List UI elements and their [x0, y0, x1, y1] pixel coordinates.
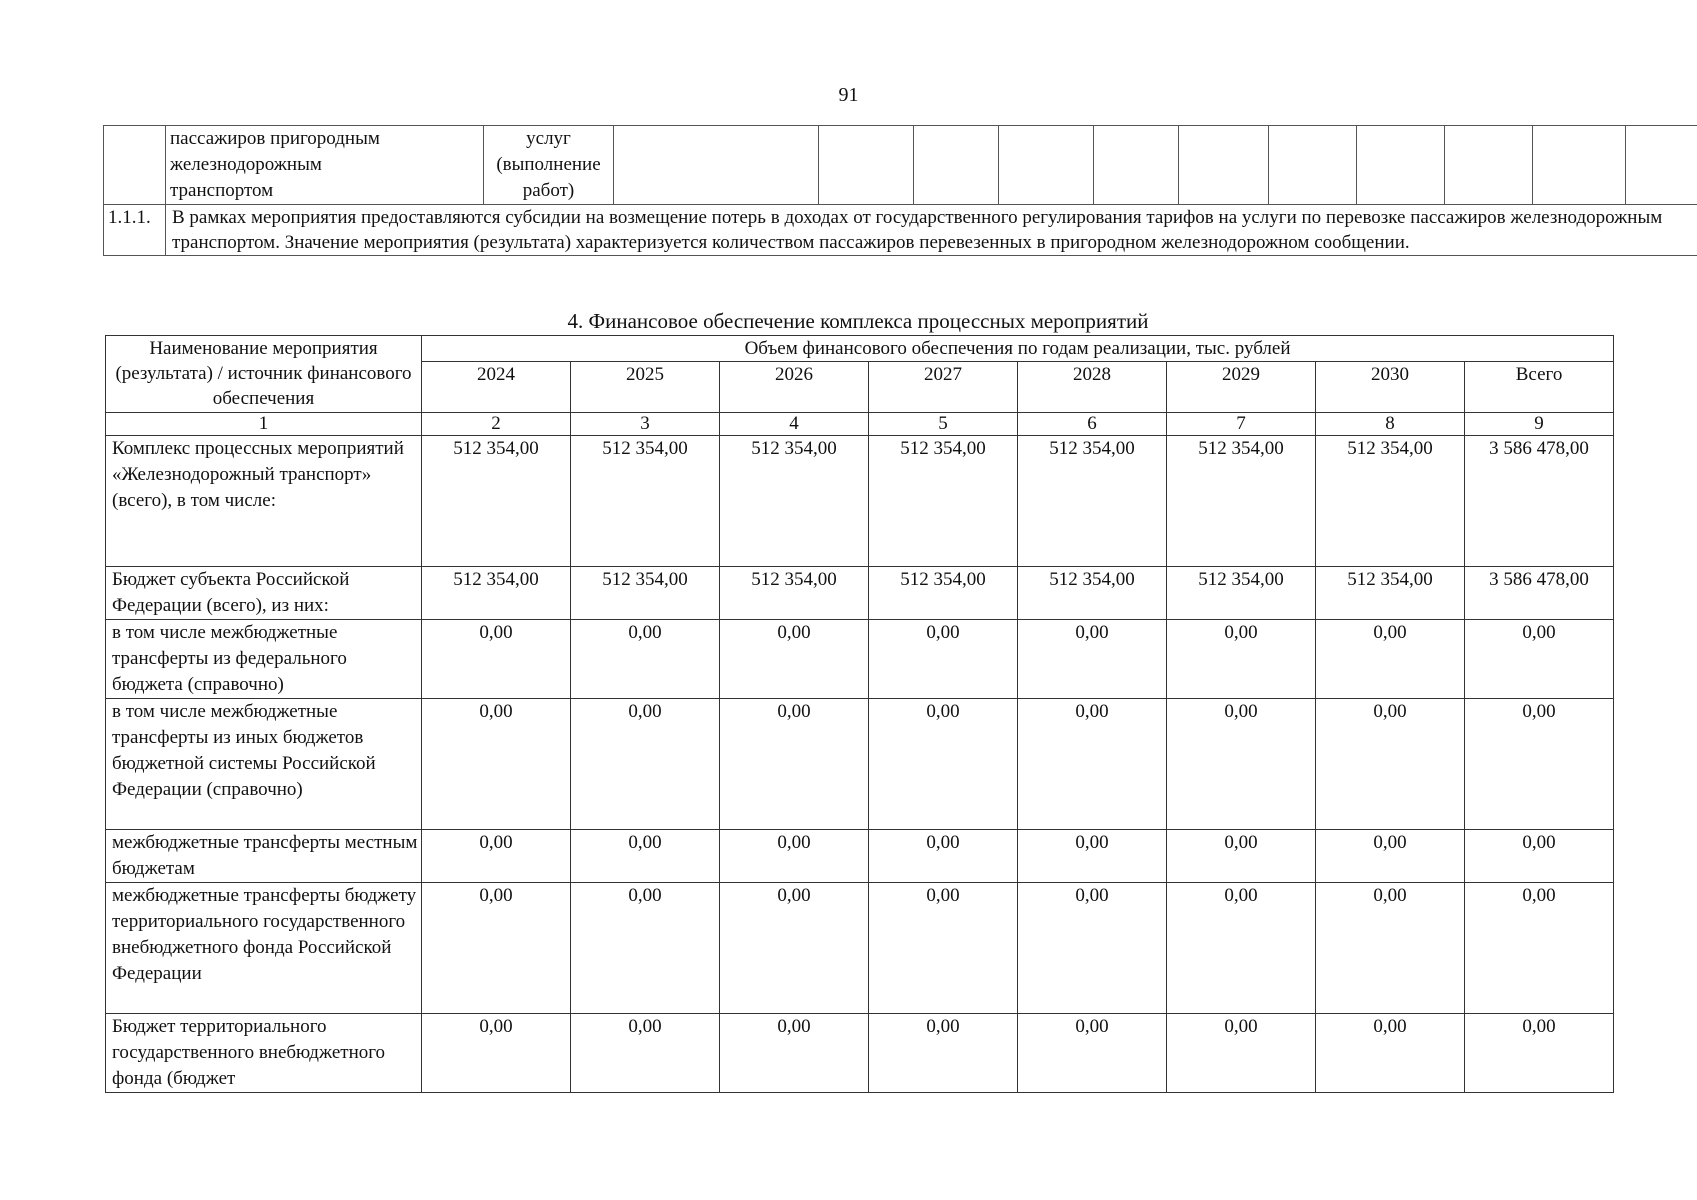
value-cell: 0,00	[1018, 1014, 1167, 1093]
value-cell: 0,00	[422, 883, 571, 1014]
value-cell: 0,00	[1316, 883, 1465, 1014]
table-row	[106, 830, 1614, 883]
value-cell: 0,00	[1316, 699, 1465, 830]
value-cell: 0,00	[422, 1014, 571, 1093]
year-header: 2024	[422, 362, 571, 413]
value-cell: 0,00	[571, 699, 720, 830]
unit-line: услуг	[526, 128, 571, 149]
value-cell: 512 354,00	[869, 567, 1018, 620]
column-number: 9	[1465, 413, 1614, 436]
section-title: 4. Финансовое обеспечение комплекса процессных мероприятий	[567, 309, 1149, 333]
year-header: 2027	[869, 362, 1018, 413]
row-name: Бюджет территориального государственного внебюджетного фонда (бюджет	[106, 1014, 422, 1093]
value-cell: 512 354,00	[720, 567, 869, 620]
value-cell: 512 354,00	[1316, 567, 1465, 620]
value-cell: 512 354,00	[1167, 567, 1316, 620]
row-name: межбюджетные трансферты бюджету территориального государственного внебюджетного фонда Российской Федерации	[106, 883, 422, 1014]
total-cell: 0,00	[1465, 699, 1614, 830]
value-cell: 0,00	[422, 699, 571, 830]
value-cell: 512 354,00	[1167, 436, 1316, 567]
note-text: В рамках мероприятия предоставляются субсидии на возмещение потерь в доходах от государственного регулирования тарифов на услуги по перевозке пассажиров железнодорожным транспортом. Значение мероприятия (результата) характеризуется количеством пассажиров перевезенных в пригородном железнодорожном сообщении.	[166, 205, 1697, 256]
result-name-line: транспортом	[170, 180, 274, 201]
row-name: в том числе межбюджетные трансферты из иных бюджетов бюджетной системы Российской Федерации (справочно)	[106, 699, 422, 830]
value-cell: 0,00	[720, 699, 869, 830]
year-header: 2025	[571, 362, 720, 413]
value-cell: 0,00	[869, 699, 1018, 830]
value-cell: 512 354,00	[422, 436, 571, 567]
value-cell: 512 354,00	[1316, 436, 1465, 567]
year-header: 2030	[1316, 362, 1465, 413]
total-cell: 0,00	[1465, 883, 1614, 1014]
table-row	[106, 1014, 1614, 1093]
value-cell: 0,00	[720, 883, 869, 1014]
finance-table	[105, 335, 1614, 1093]
header-name: Наименование мероприятия (результата) / источник финансового обеспечения	[106, 336, 422, 413]
value-cell: 0,00	[1018, 699, 1167, 830]
value-cell: 0,00	[1018, 883, 1167, 1014]
value-cell: 512 354,00	[1018, 436, 1167, 567]
unit-line: работ)	[522, 180, 575, 201]
continuation-row	[104, 126, 1697, 205]
header-row	[106, 336, 1614, 362]
value-cell: 0,00	[1316, 620, 1465, 699]
column-number: 8	[1316, 413, 1465, 436]
column-number: 6	[1018, 413, 1167, 436]
table-row	[106, 883, 1614, 1014]
value-cell: 0,00	[1167, 1014, 1316, 1093]
year-header: 2028	[1018, 362, 1167, 413]
result-name-line: пассажиров пригородным	[170, 128, 380, 149]
value-cell: 0,00	[571, 620, 720, 699]
row-name: в том числе межбюджетные трансферты из федерального бюджета (справочно)	[106, 620, 422, 699]
value-cell: 0,00	[571, 883, 720, 1014]
value-cell: 0,00	[1167, 699, 1316, 830]
total-cell: 0,00	[1465, 830, 1614, 883]
value-cell: 0,00	[422, 830, 571, 883]
value-cell: 0,00	[422, 620, 571, 699]
value-cell: 0,00	[869, 1014, 1018, 1093]
column-number: 4	[720, 413, 869, 436]
column-number: 2	[422, 413, 571, 436]
value-cell: 512 354,00	[720, 436, 869, 567]
page-number: 91	[838, 84, 859, 106]
column-number: 3	[571, 413, 720, 436]
value-cell: 0,00	[1167, 883, 1316, 1014]
value-cell: 0,00	[1018, 620, 1167, 699]
value-cell: 512 354,00	[571, 567, 720, 620]
column-number-row	[106, 413, 1614, 436]
row-name: Комплекс процессных мероприятий «Железнодорожный транспорт» (всего), в том числе:	[106, 436, 422, 567]
value-cell: 0,00	[1167, 830, 1316, 883]
total-cell: 0,00	[1465, 1014, 1614, 1093]
table-row	[106, 620, 1614, 699]
value-cell: 0,00	[869, 883, 1018, 1014]
total-cell: 3 586 478,00	[1465, 436, 1614, 567]
total-header: Всего	[1465, 362, 1614, 413]
value-cell: 512 354,00	[1018, 567, 1167, 620]
note-row	[104, 205, 1697, 256]
value-cell: 512 354,00	[571, 436, 720, 567]
value-cell: 0,00	[720, 1014, 869, 1093]
note-number: 1.1.1.	[104, 205, 166, 256]
total-cell: 3 586 478,00	[1465, 567, 1614, 620]
value-cell: 0,00	[571, 830, 720, 883]
value-cell: 0,00	[1316, 830, 1465, 883]
value-cell: 0,00	[1316, 1014, 1465, 1093]
row-name: Бюджет субъекта Российской Федерации (всего), из них:	[106, 567, 422, 620]
value-cell: 0,00	[720, 830, 869, 883]
table-row	[106, 699, 1614, 830]
value-cell: 0,00	[869, 830, 1018, 883]
year-header: 2026	[720, 362, 869, 413]
unit-line: (выполнение	[496, 154, 601, 175]
value-cell: 0,00	[869, 620, 1018, 699]
column-number: 5	[869, 413, 1018, 436]
column-number: 7	[1167, 413, 1316, 436]
value-cell: 512 354,00	[422, 567, 571, 620]
table-row	[106, 567, 1614, 620]
column-number: 1	[106, 413, 422, 436]
total-cell: 0,00	[1465, 620, 1614, 699]
value-cell: 512 354,00	[869, 436, 1018, 567]
row-name: межбюджетные трансферты местным бюджетам	[106, 830, 422, 883]
table-row	[106, 436, 1614, 567]
value-cell: 0,00	[571, 1014, 720, 1093]
value-cell: 0,00	[1167, 620, 1316, 699]
value-cell: 0,00	[1018, 830, 1167, 883]
year-header: 2029	[1167, 362, 1316, 413]
unit-cell	[484, 126, 614, 205]
result-name-cell	[166, 126, 484, 205]
value-cell: 0,00	[720, 620, 869, 699]
continuation-table	[103, 125, 1697, 256]
result-name-line: железнодорожным	[170, 154, 322, 175]
header-volume: Объем финансового обеспечения по годам реализации, тыс. рублей	[422, 336, 1614, 362]
